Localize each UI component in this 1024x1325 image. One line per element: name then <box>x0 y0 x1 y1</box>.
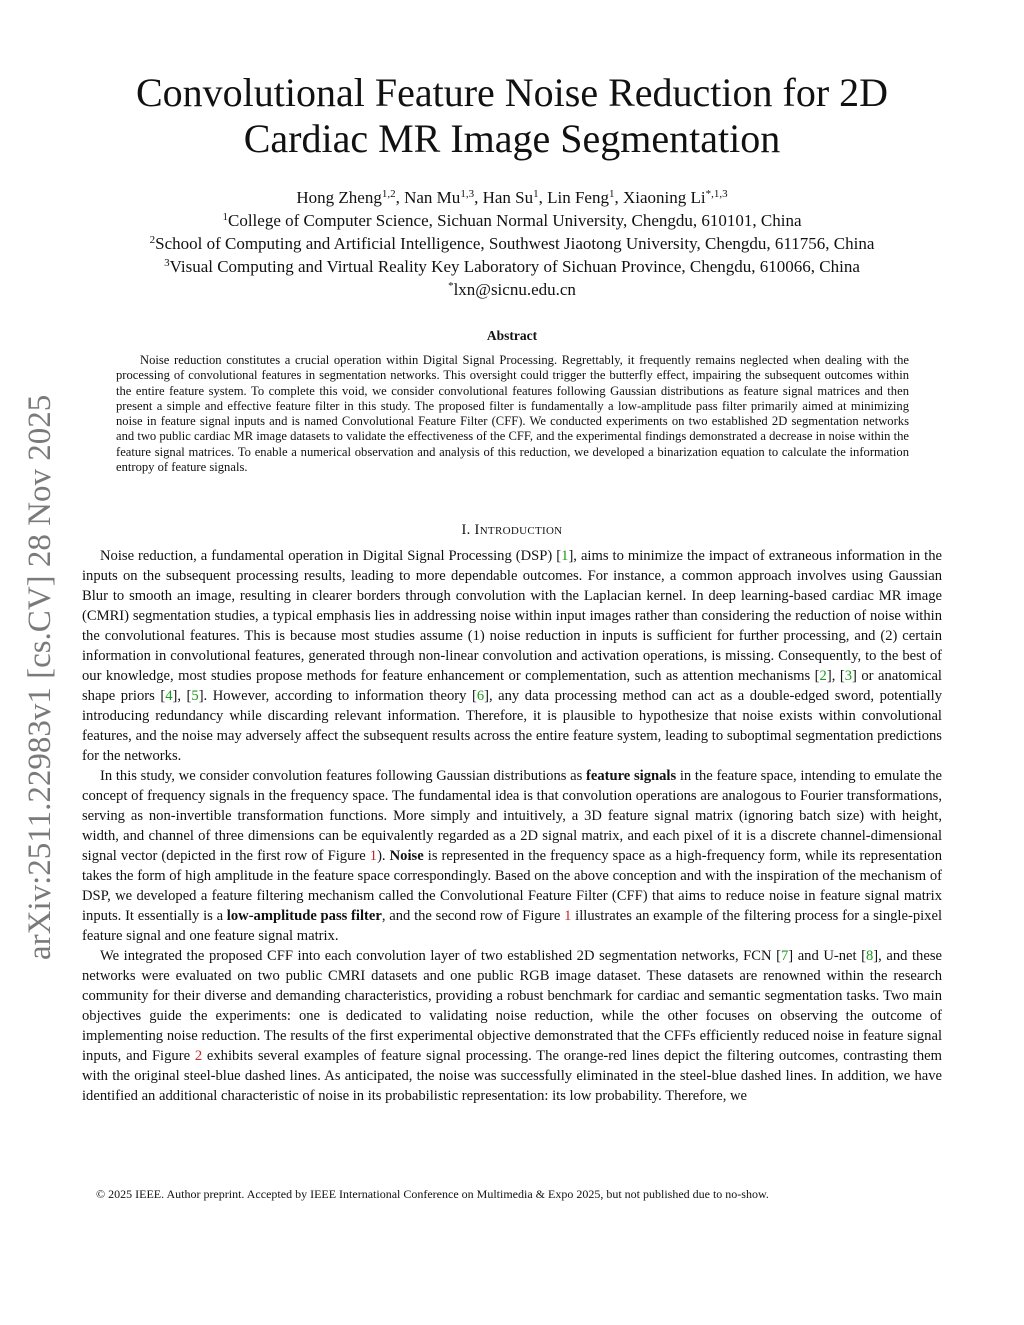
citation-link[interactable]: 4 <box>165 688 173 704</box>
affiliation-line <box>80 209 944 232</box>
affiliation-text: lxn@sicnu.edu.cn <box>453 280 576 299</box>
author-name: Han Su <box>482 188 534 207</box>
arxiv-identifier: arXiv:2511.22983v1 [cs.CV] 28 Nov 2025 <box>22 394 58 960</box>
copyright-footnote: © 2025 IEEE. Author preprint. Accepted by IEEE International Conference on Multimedia & Expo 2025, but not published due to no-show. <box>96 1187 769 1201</box>
section-number: I. <box>461 522 471 538</box>
figure-reference-link[interactable]: 1 <box>564 908 572 924</box>
author-list: Hong Zheng$^{1,2}$, Nan Mu$^{1,3}$, Han Su$^1$, Lin Feng$^1$, Xiaoning $Li^{*,1,3}$ <box>296 188 728 207</box>
abstract-heading: Abstract <box>486 328 538 343</box>
citation-link[interactable]: 1 <box>561 548 569 564</box>
author-affiliation-mark: 1 <box>608 188 615 200</box>
affiliation-list <box>80 209 944 301</box>
author-block <box>80 186 944 301</box>
citation-link[interactable]: 3 <box>844 668 852 684</box>
affiliation-line <box>80 278 944 301</box>
citation-link[interactable]: 5 <box>191 688 199 704</box>
affiliation-mark: 3 <box>164 257 170 269</box>
body-paragraph: Noise reduction, a fundamental operation in Digital Signal Processing (DSP) [1], aims to minimize the impact of extraneous information in the inputs on the subsequent processing results, leading to more dependable outcomes. For instance, a common approach involves using Gaussian Blur to smooth an image, resulting in clearer borders through convolution with the Laplacian kernel. In deep learning-based cardiac MR image (CMRI) segmentation studies, a typical emphasis lies in addressing noise within input images rather than considering the reduction of noise within the convolutional features. This is because most studies assume (1) noise reduction in inputs is sufficient for further processing, and (2) certain information in convolutional features, generated through non-linear convolution and activation operations, is missing. Consequently, to the best of our knowledge, most studies propose methods for feature enhancement or complementation, such as attention mechanisms [2], [3] or anatomical shape priors [4], [5]. However, according to information theory [6], any data processing method can act as a double-edged sword, potentially introducing redundancy while discarding relevant information. Therefore, it is plausible to hypothesize that noise exists within convolutional features, and the noise may adversely affect the subsequent results across the entire feature system, leading to suboptimal segmentation predictions for the networks. <box>82 548 942 764</box>
affiliation-mark: * <box>448 280 454 292</box>
abstract-text: Noise reduction constitutes a crucial operation within Digital Signal Processing. Regrettably, it frequently remains neglected when dealing with the processing of convolutional features in segmentation networks. This oversight could trigger the butterfly effect, impairing the subsequent outcomes within the entire feature system. To complete this void, we consider convolutional features following Gaussian distributions as feature signal matrices and then present a simple and effective feature filter in this study. The proposed filter is fundamentally a low-amplitude pass filter primarily aimed at minimizing noise in feature signal inputs and is named Convolutional Feature Filter (CFF). We conducted experiments on two established 2D segmentation networks and two public cardiac MR image datasets to validate the effectiveness of the CFF, and the experimental findings demonstrated a decrease in noise within the feature signal matrices. To enable a numerical observation and analysis of this reduction, we developed a binarization equation to calculate the information entropy of feature signals. <box>116 353 909 475</box>
citation-link[interactable]: 6 <box>476 688 485 704</box>
author-name: Lin Feng <box>547 188 609 207</box>
author-affiliation-mark: 1,2 <box>381 188 396 200</box>
author-affiliation-mark: 1 <box>533 188 539 200</box>
affiliation-text: College of Computer Science, Sichuan Normal University, Chengdu, 610101, China <box>228 211 802 230</box>
introduction-body <box>82 546 942 1106</box>
body-paragraph: In this study, we consider convolution features following Gaussian distributions as feature signals in the feature space, intending to emulate the concept of frequency signals in the frequency space. The fundamental idea is that convolution operations are analogous to Fourier transformations, serving as non-invertible transformation functions. More simply and intuitively, a 3D feature signal matrix (ignoring batch size) with height, width, and channel of three dimensions can be equivalently regarded as a 2D signal matrix, and each pixel of it is a discrete channel-dimensional signal vector (depicted in the first row of Figure 1). Noise is represented in the frequency space as a high-frequency form, while its representation takes the form of high amplitude in the feature space correspondingly. Based on the above conception and with the inspiration of the mechanism of DSP, we developed a feature filtering mechanism called the Convolutional Feature Filter (CFF) that aims to reduce noise in feature signal matrix inputs. It essentially is a low-amplitude pass filter, and the second row of Figure 1 illustrates an example of the filtering process for a single-pixel feature signal and one feature signal matrix. <box>82 768 943 944</box>
author-name: Nan Mu <box>404 188 461 207</box>
emphasis-term: low-amplitude pass filter <box>226 908 382 924</box>
author-affiliation-mark: *,1,3 <box>705 188 728 200</box>
figure-reference-link[interactable]: 1 <box>369 848 378 864</box>
author-affiliation-mark: 1,3 <box>460 188 475 200</box>
affiliation-mark: 2 <box>149 234 156 246</box>
body-paragraph: We integrated the proposed CFF into each convolution layer of two established 2D segmentation networks, FCN [7] and U-net [8], and these networks were evaluated on two public CMRI datasets and one public RGB image dataset. These datasets are renowned within the research community for their diverse and demanding characteristics, providing a robust benchmark for cardiac and semantic segmentation tasks. Two main objectives guide the experiments: one is dedicated to validating noise reduction, while the other focuses on observing the outcome of implementing noise reduction. The results of the first experimental objective demonstrated that the CFFs efficiently reduced noise in feature signal inputs, and Figure 2 exhibits several examples of feature signal processing. The orange-red lines depict the filtering outcomes, contrasting them with the original steel-blue dashed lines. As anticipated, the noise was successfully eliminated in the steel-blue dashed lines. In addition, we have identified an additional characteristic of noise in its probabilistic representation: its low probability. Therefore, we <box>82 948 942 1104</box>
author-name: Hong Zheng <box>296 188 382 207</box>
section-heading <box>80 522 944 539</box>
section-title: INTRODUCTION <box>474 522 563 538</box>
affiliation-line <box>80 232 944 255</box>
citation-link[interactable]: 8 <box>866 948 874 964</box>
author-name: Xiaoning Li <box>622 188 706 207</box>
citation-link[interactable]: 2 <box>819 668 827 684</box>
affiliation-text: School of Computing and Artificial Intelligence, Southwest Jiaotong University, Chengdu, 611756, China <box>155 234 875 253</box>
emphasis-term: feature signals <box>585 768 677 784</box>
affiliation-text: Visual Computing and Virtual Reality Key Laboratory of Sichuan Province, Chengdu, 610066, China <box>169 257 860 276</box>
citation-link[interactable]: 7 <box>780 948 789 964</box>
emphasis-term: Noise <box>389 848 424 864</box>
abstract-body <box>116 353 909 475</box>
affiliation-line <box>80 255 944 278</box>
figure-reference-link[interactable]: 2 <box>194 1048 203 1064</box>
paper-title: Convolutional Feature Noise Reduction for 2D Cardiac MR Image Segmentation <box>135 70 889 161</box>
affiliation-mark: 1 <box>222 211 228 223</box>
